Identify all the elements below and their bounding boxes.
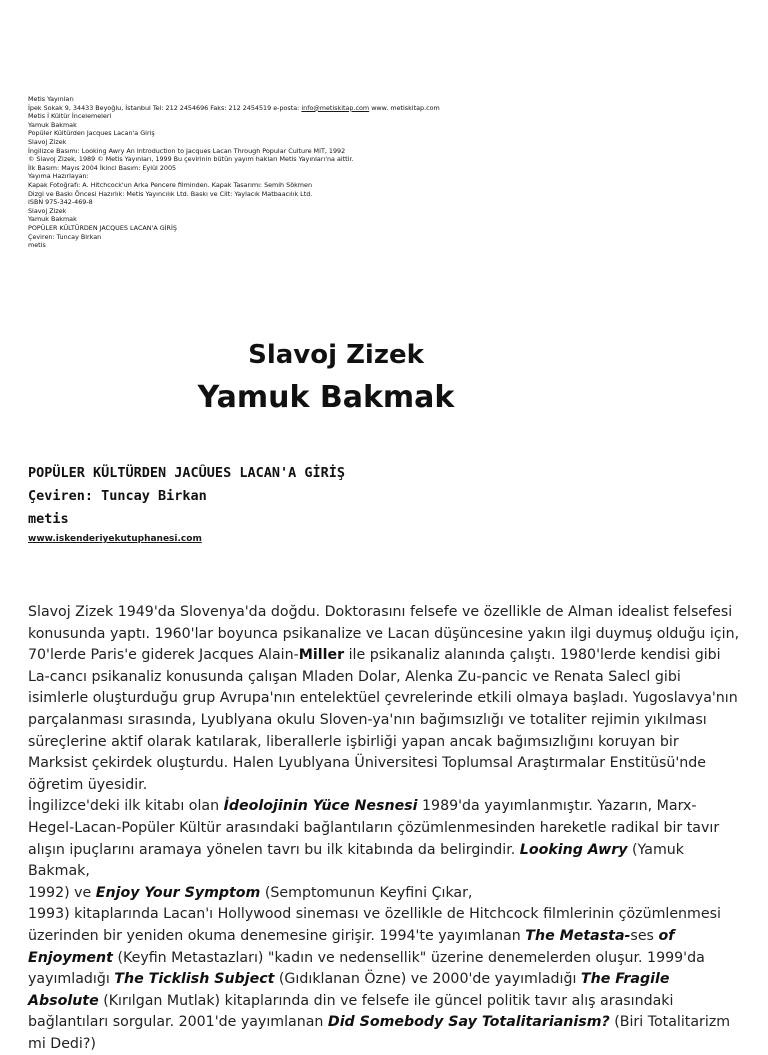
bio-text: 1993) kitaplarında Lacan'ı Hollywood sineması ve özellikle de Hitchcock filmlerinin çözümlenmesi üzerinden bir yeniden okuma denemesine girişir. 1994'te yayımlanan — [28, 906, 721, 944]
imprint-line: Yayıma Hazırlayan: — [28, 172, 89, 181]
bio-text: Slavoj Zizek 1949'da Slovenya'da doğdu. Doktorasını felsefe ve özellikle de Alman idealist felsefesi konusunda yaptı. 1960'lar boyunca psikanalize ve Lacan düşüncesine yakın ilgi duymuş olduğu için, 70'lerde Paris'e giderek Jacques Alain- — [28, 604, 740, 664]
bio-text: 1989'da yayımlanmıştır. Yazarın, Marx-Hegel-Lacan-Popüler Kültür arasındaki bağlantıların çözümlenmesinden hareketle radikal bir tavır alışın ipuçlarını aramaya yönelen tavrı bu ilk kitabında da belirgindir. — [28, 798, 720, 858]
imprint-line: Popüler Kültürden Jacques Lacan'a Giriş — [28, 129, 155, 138]
bio-text: (Keyfin Metastazları) "kadın ve nedensellik" üzerine denemelerden oluşur. 1999'da yayımladığı — [28, 949, 705, 988]
book-title-ref: Looking Awry — [519, 841, 628, 858]
author-biography — [28, 602, 740, 1055]
imprint-line: Slavoj Zizek — [28, 137, 67, 146]
bio-text: 1992) ve — [28, 884, 96, 901]
imprint-line: Yamuk Bakmak — [28, 120, 77, 129]
imprint-line: © Slavoj Zizek, 1989 © Metis Yayınları, 1999 Bu çevirinin bütün yayım hakları Metis Yayınları'na aittir. — [28, 155, 354, 164]
book-title-ref: Enjoy Your Symptom — [95, 884, 261, 901]
bio-text: (Biri Totalitarizm mi Dedi?) — [28, 1014, 731, 1052]
imprint-line: İngilizce Basımı: Looking Awry An Introduction to Jacques Lacan Through Popular Culture MIT, 1992 — [28, 146, 346, 155]
publisher-name: metis — [28, 511, 69, 527]
imprint-line: POPÜLER KÜLTÜRDEN JACQUES LACAN'A GİRİŞ — [28, 223, 177, 232]
book-subtitle: POPÜLER KÜLTÜRDEN JACÛUES LACAN'A GİRİŞ — [28, 465, 345, 481]
bio-text: İngilizce'deki ilk kitabı olan — [28, 798, 224, 815]
bio-text: ile psikanaliz alanında çalıştı. 1980'lerde kendisi gibi La-cancı psikanaliz konusunda çalışan Mladen Dolar, Alenka Zu-pancic ve Renata Salecl gibi isimlerle oluşturduğu grup Avrupa'nın entelektüel çevrelerinde etkili olmaya başladı. Yugoslavya'nın parçalanması sırasında, Lyublyana okulu Sloven-ya'nın bağımsızlığı ve totaliter rejimin yıkılması süreçlerine aktif olarak katılarak, liberallerle işbirliği yapan ancak bağımsızlığını koruyan bir Marksist çekirdek oluşturdu. Halen Lyublyana Üniversitesi Toplumsal Araştırmalar Enstitüsü'nde öğretim üyesidir. — [28, 647, 738, 793]
imprint-line: Çeviren: Tuncay Birkan — [28, 232, 102, 241]
bio-text: (Yamuk Bakmak, — [28, 841, 684, 880]
imprint-line: Dizgi ve Baskı Öncesi Hazırlık: Metis Yayıncılık Ltd. Baskı ve Cilt: Yaylacık Matbaacılık Ltd. — [28, 189, 313, 198]
imprint-line: Metis Yayınları — [28, 95, 74, 103]
imprint-line: Slavoj Zizek — [28, 206, 67, 215]
translator-line: Çeviren: Tuncay Birkan — [28, 488, 207, 504]
book-title-ref: Did Somebody Say Totalitarianism? — [327, 1014, 610, 1031]
bio-bold-name: Miller — [298, 647, 345, 664]
email-link[interactable]: info@metiskitap.com — [301, 103, 370, 112]
website-text: www. metiskitap.com — [369, 103, 440, 112]
imprint-line: metis — [28, 241, 46, 250]
imprint-line: Yamuk Bakmak — [28, 215, 77, 224]
imprint-line — [28, 104, 748, 113]
bio-text: (Semptomunun Keyfini Çıkar, — [260, 884, 473, 901]
imprint-address: İpek Sokak 9, 34433 Beyoğlu, İstanbul Tel: 212 2454696 Faks: 212 2454519 e-posta: — [28, 103, 302, 112]
bio-paragraph — [28, 904, 740, 1055]
book-title-ref: The Metasta- — [525, 927, 631, 944]
book-title-ref: İdeolojinin Yüce Nesnesi — [223, 798, 418, 815]
imprint-line: Kapak Fotoğrafı: A. Hitchcock'un Arka Pencere filminden. Kapak Tasarımı: Semih Sökmen — [28, 180, 313, 189]
bio-text: (Kırılgan Mutlak) kitaplarında din ve felsefe ile güncel politik tavır alış arasındaki bağlantıları sorgular. 2001'de yayımlanan — [28, 992, 674, 1031]
imprint-line: Metis İ Kültür İncelemeleri — [28, 112, 112, 121]
subtitle-block — [28, 462, 345, 546]
imprint-line: ISBN 975-342-469-8 — [28, 198, 93, 207]
author-name: Slavoj Zizek — [248, 340, 424, 370]
bio-text: ses — [630, 927, 659, 944]
bio-paragraph — [28, 796, 740, 882]
book-title-ref: The Ticklish Subject — [114, 971, 275, 988]
bio-text: (Gıdıklanan Özne) ve 2000'de yayımladığı — [274, 971, 581, 988]
bio-paragraph — [28, 883, 740, 905]
imprint-block — [28, 95, 748, 250]
bio-paragraph — [28, 602, 740, 796]
imprint-line: İlk Basım: Mayıs 2004 İkinci Basım: Eylül 2005 — [28, 163, 177, 172]
book-title: Yamuk Bakmak — [197, 380, 455, 415]
website-link[interactable]: www.iskenderiyekutuphanesi.com — [28, 534, 202, 544]
book-title-ref: The Fragile Absolute — [28, 971, 670, 1009]
book-title-ref: of Enjoyment — [28, 927, 675, 966]
